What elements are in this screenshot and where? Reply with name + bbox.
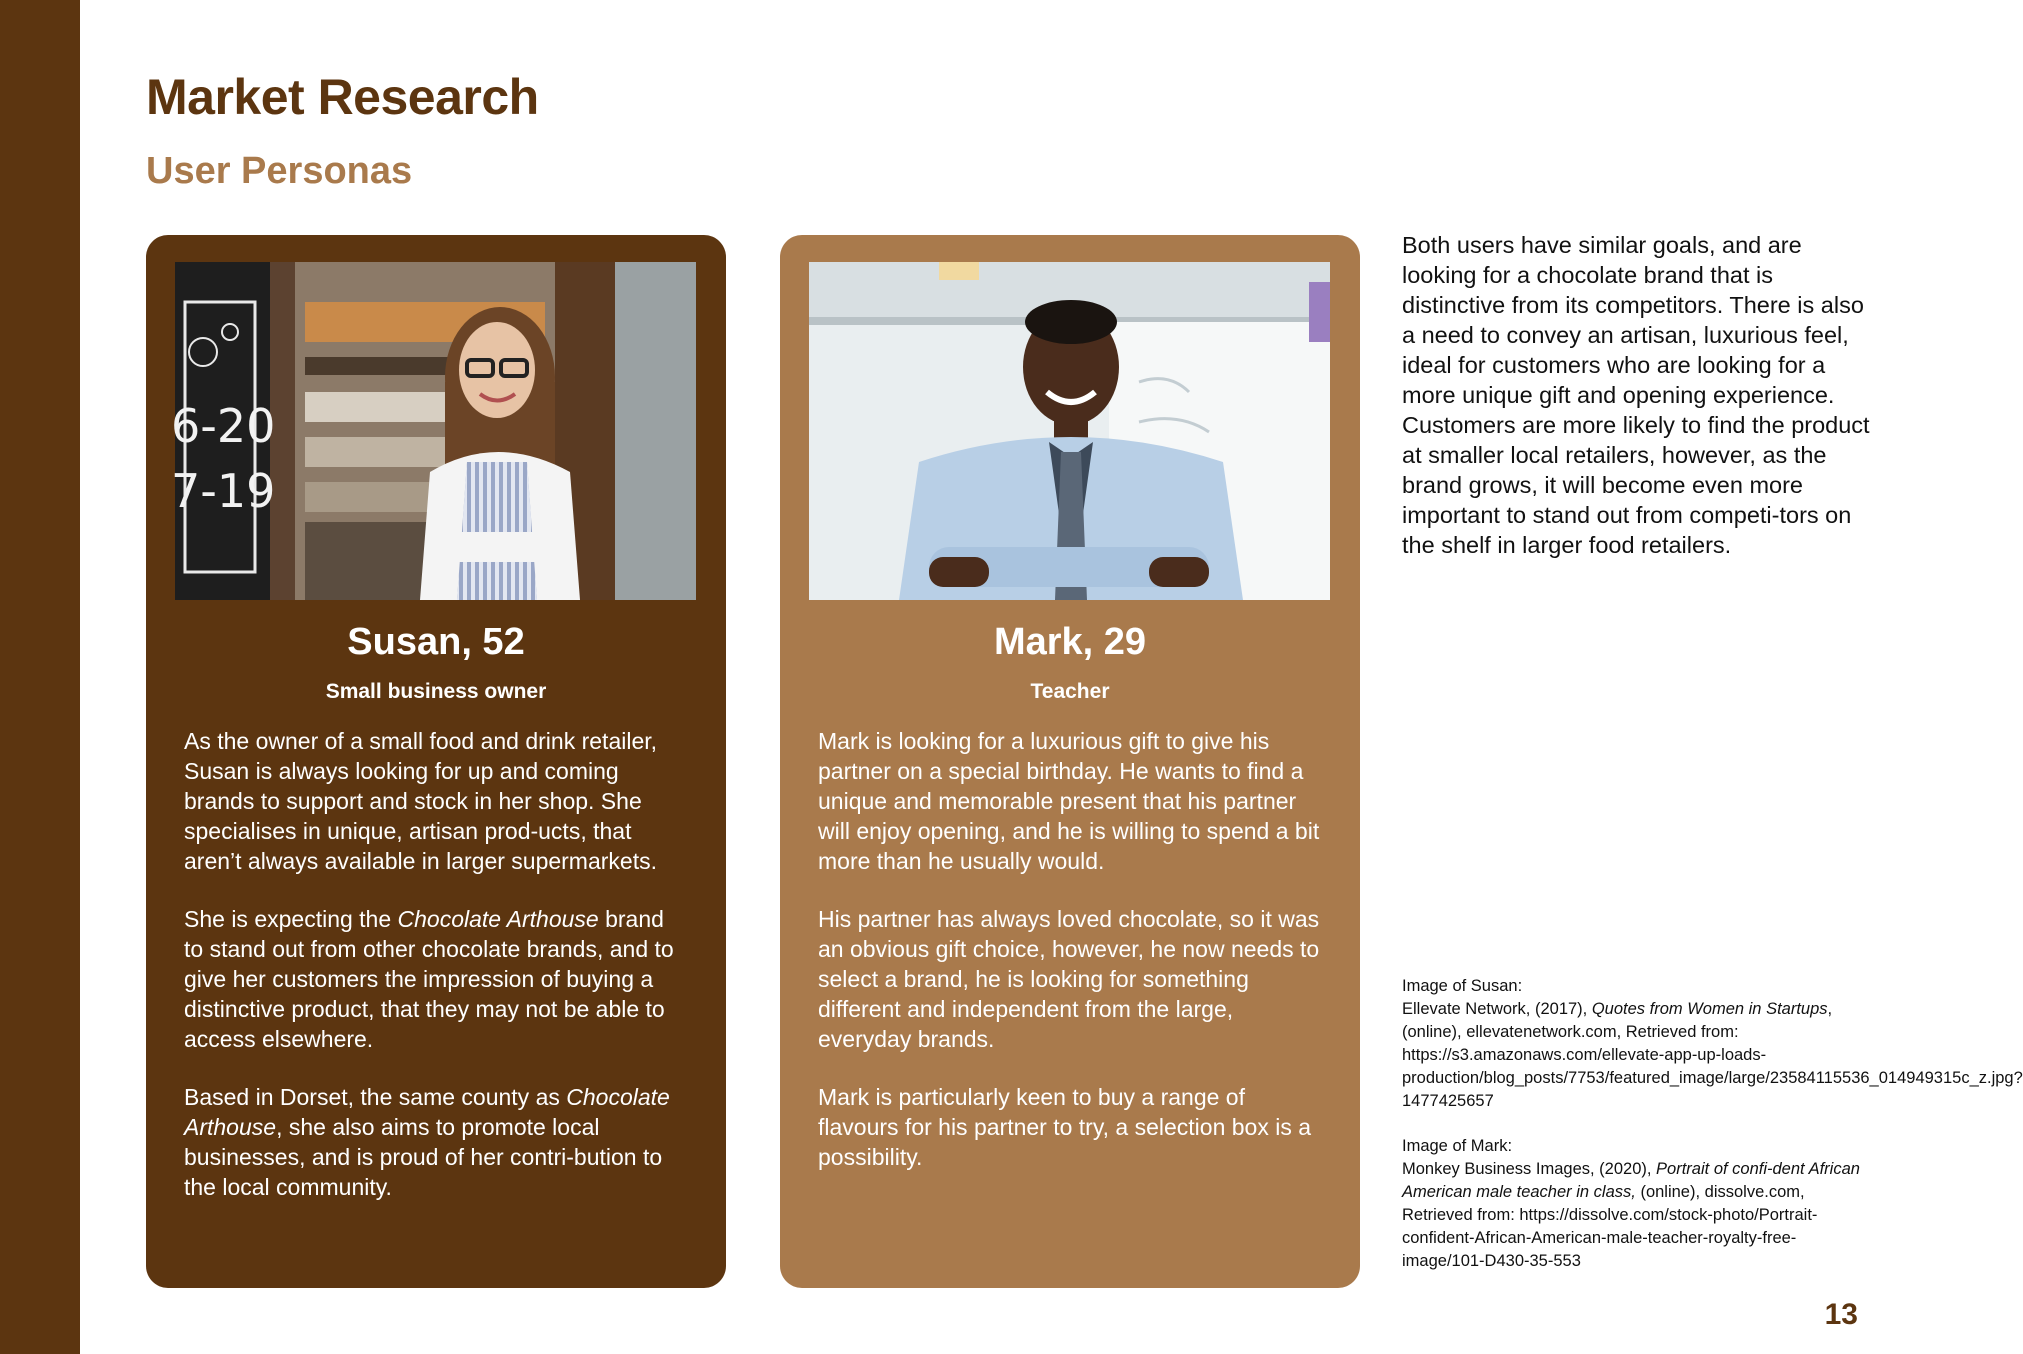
bio-paragraph: His partner has always loved chocolate, so it was an obvious gift choice, however, he now needs to select a brand, he is looking for something different and independent from the large, everyday brands. [818,906,1320,1052]
male-teacher-photo [809,262,1330,600]
bio-text: Based in Dorset, the same county as [184,1084,567,1110]
bio-paragraph: Mark is looking for a luxurious gift to give his partner on a special birthday. He wants to find a unique and memorable present that his partner will enjoy opening, and he is willing to spend a bit more than he usually would. [818,728,1320,874]
credit-source: Ellevate Network, (2017), [1402,1000,1592,1018]
persona-role: Teacher [1030,680,1110,703]
persona-name: Susan, 52 [347,621,525,663]
woman-shop-owner-photo [171,262,696,600]
page-number: 13 [1824,1298,1858,1331]
persona-bio [809,726,1331,1172]
credit-source: Monkey Business Images, (2020), [1402,1160,1657,1178]
page-subtitle: User Personas [146,150,413,192]
chalkboard-text: 7-19 [171,464,276,518]
credit-title: Portrait of confi-dent African American male teacher in class, [1402,1160,1860,1201]
image-credits [1402,975,2023,1295]
bio-text: brand to stand out from other chocolate brands, and to give her customers the impression of buying a distinctive product, that they may not be able to access elsewhere. [184,906,674,1052]
credit-text [1402,1158,1872,1273]
summary-paragraph: Both users have similar goals, and are looking for a chocolate brand that is distinctive from its competitors. There is also a need to convey an artisan, luxurious feel, ideal for customers who are looking for a more unique gift and opening experience. Customers are more likely to find the product at smaller local retailers, however, as the brand grows, it will become even more important to stand out from competi-tors on the shelf in larger food retailers. [1402,232,1870,558]
persona-card-susan [146,235,726,1288]
bio-paragraph [184,1082,688,1202]
bio-paragraph [184,904,688,1054]
brand-name-emphasis: Chocolate Arthouse [397,906,599,932]
persona-name: Mark, 29 [993,621,1147,663]
chalkboard-text: 6-20 [171,399,276,453]
bio-text: She is expecting the [184,906,398,932]
credit-susan [1402,975,2023,1113]
side-accent-bar [0,0,80,1354]
bio-text: , she also aims to promote local businesses, and is proud of her contri-bution to the local community. [184,1114,663,1200]
page-title: Market Research [146,69,539,125]
credit-url: , (online), ellevatenetwork.com, Retrieved from: https://s3.amazonaws.com/ellevate-app-up-loads-production/blog_posts/7753/featured_image/large/23584115536_014949315c_z.jpg?1477425657 [1402,1000,2023,1110]
credit-mark [1402,1135,1872,1273]
persona-card-mark [780,235,1360,1288]
credit-heading: Image of Susan: [1402,977,1523,995]
bio-paragraph: Mark is particularly keen to buy a range of flavours for his partner to try, a selection box is a possibility. [818,1084,1312,1170]
credit-url: (online), dissolve.com, Retrieved from: https://dissolve.com/stock-photo/Portrait-confident-African-American-male-teacher-royalty-free-image/101-D430-35-553 [1402,1183,1818,1270]
persona-bio [175,726,697,1202]
persona-role: Small business owner [325,680,547,703]
credit-heading: Image of Mark: [1402,1137,1513,1155]
bio-paragraph: As the owner of a small food and drink retailer, Susan is always looking for up and coming brands to support and stock in her shop. She specialises in unique, artisan prod-ucts, that aren’t always available in larger supermarkets. [184,728,658,874]
brand-name-emphasis: Chocolate Arthouse [184,1084,670,1140]
credit-text [1402,998,2023,1113]
credit-title: Quotes from Women in Startups [1591,1000,1828,1018]
